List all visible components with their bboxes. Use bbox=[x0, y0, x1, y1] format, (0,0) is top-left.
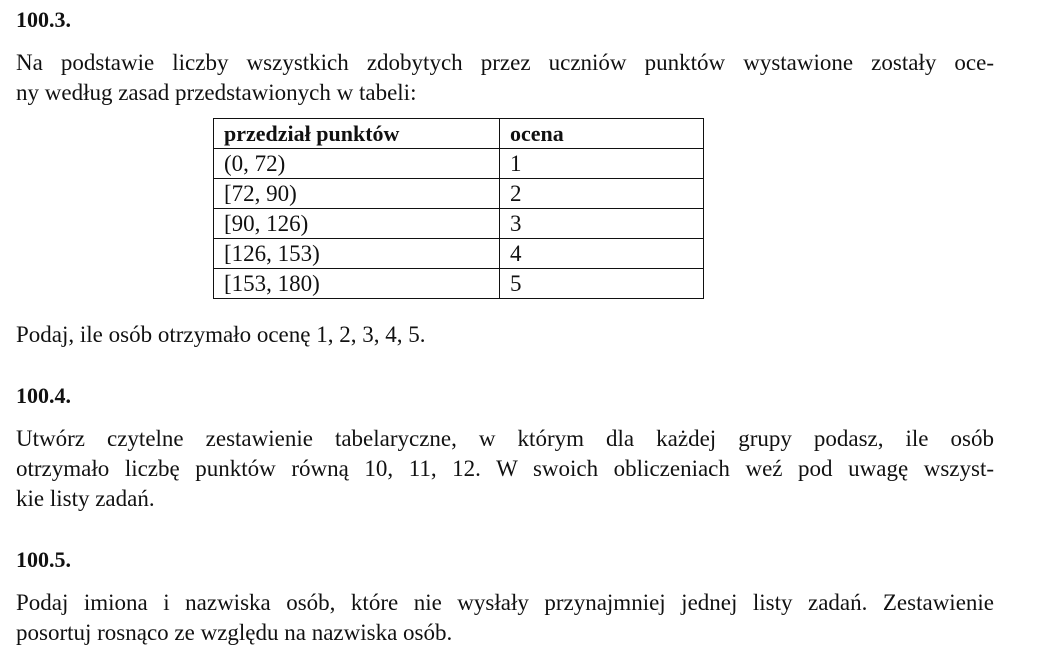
task-100-3-question bbox=[16, 320, 994, 350]
cell-grade: 3 bbox=[500, 209, 704, 239]
table-row bbox=[214, 149, 704, 179]
header-grade: ocena bbox=[500, 119, 704, 149]
intro-line: ny według zasad przedstawionych w tabeli: bbox=[16, 80, 417, 105]
cell-points-range: [126, 153) bbox=[214, 239, 500, 269]
text-line: Utwórz czytelne zestawienie tabelaryczne, w którym dla każdej grupy podasz, ile osób bbox=[16, 426, 994, 451]
text-line: kie listy zadań. bbox=[16, 486, 155, 511]
cell-grade: 5 bbox=[500, 269, 704, 299]
task-number-100-5: 100.5. bbox=[16, 547, 71, 572]
intro-line: Na podstawie liczby wszystkich zdobytych przez uczniów punktów wystawione zostały oce- bbox=[16, 50, 994, 75]
question-line: Podaj, ile osób otrzymało ocenę 1, 2, 3, 4, 5. bbox=[16, 322, 426, 347]
task-100-5-text bbox=[16, 588, 994, 648]
cell-grade: 2 bbox=[500, 179, 704, 209]
text-line: otrzymało liczbę punktów równą 10, 11, 12. W swoich obliczeniach weź pod uwagę wszyst- bbox=[16, 456, 994, 481]
task-number-100-3: 100.3. bbox=[16, 7, 71, 32]
task-100-4-text bbox=[16, 424, 994, 514]
cell-points-range: [90, 126) bbox=[214, 209, 500, 239]
text-line: posortuj rosnąco ze względu na nazwiska osób. bbox=[16, 620, 453, 645]
grading-table bbox=[213, 118, 704, 299]
cell-grade: 4 bbox=[500, 239, 704, 269]
cell-points-range: [153, 180) bbox=[214, 269, 500, 299]
table-row bbox=[214, 209, 704, 239]
table-row bbox=[214, 239, 704, 269]
header-points-range: przedział punktów bbox=[214, 119, 500, 149]
table-header-row bbox=[214, 119, 704, 149]
task-number-100-4: 100.4. bbox=[16, 383, 71, 408]
table-row bbox=[214, 179, 704, 209]
cell-points-range: [72, 90) bbox=[214, 179, 500, 209]
table-row bbox=[214, 269, 704, 299]
cell-grade: 1 bbox=[500, 149, 704, 179]
task-100-3-intro bbox=[16, 48, 994, 108]
cell-points-range: (0, 72) bbox=[214, 149, 500, 179]
text-line: Podaj imiona i nazwiska osób, które nie wysłały przynajmniej jednej listy zadań. Zestawienie bbox=[16, 590, 994, 615]
